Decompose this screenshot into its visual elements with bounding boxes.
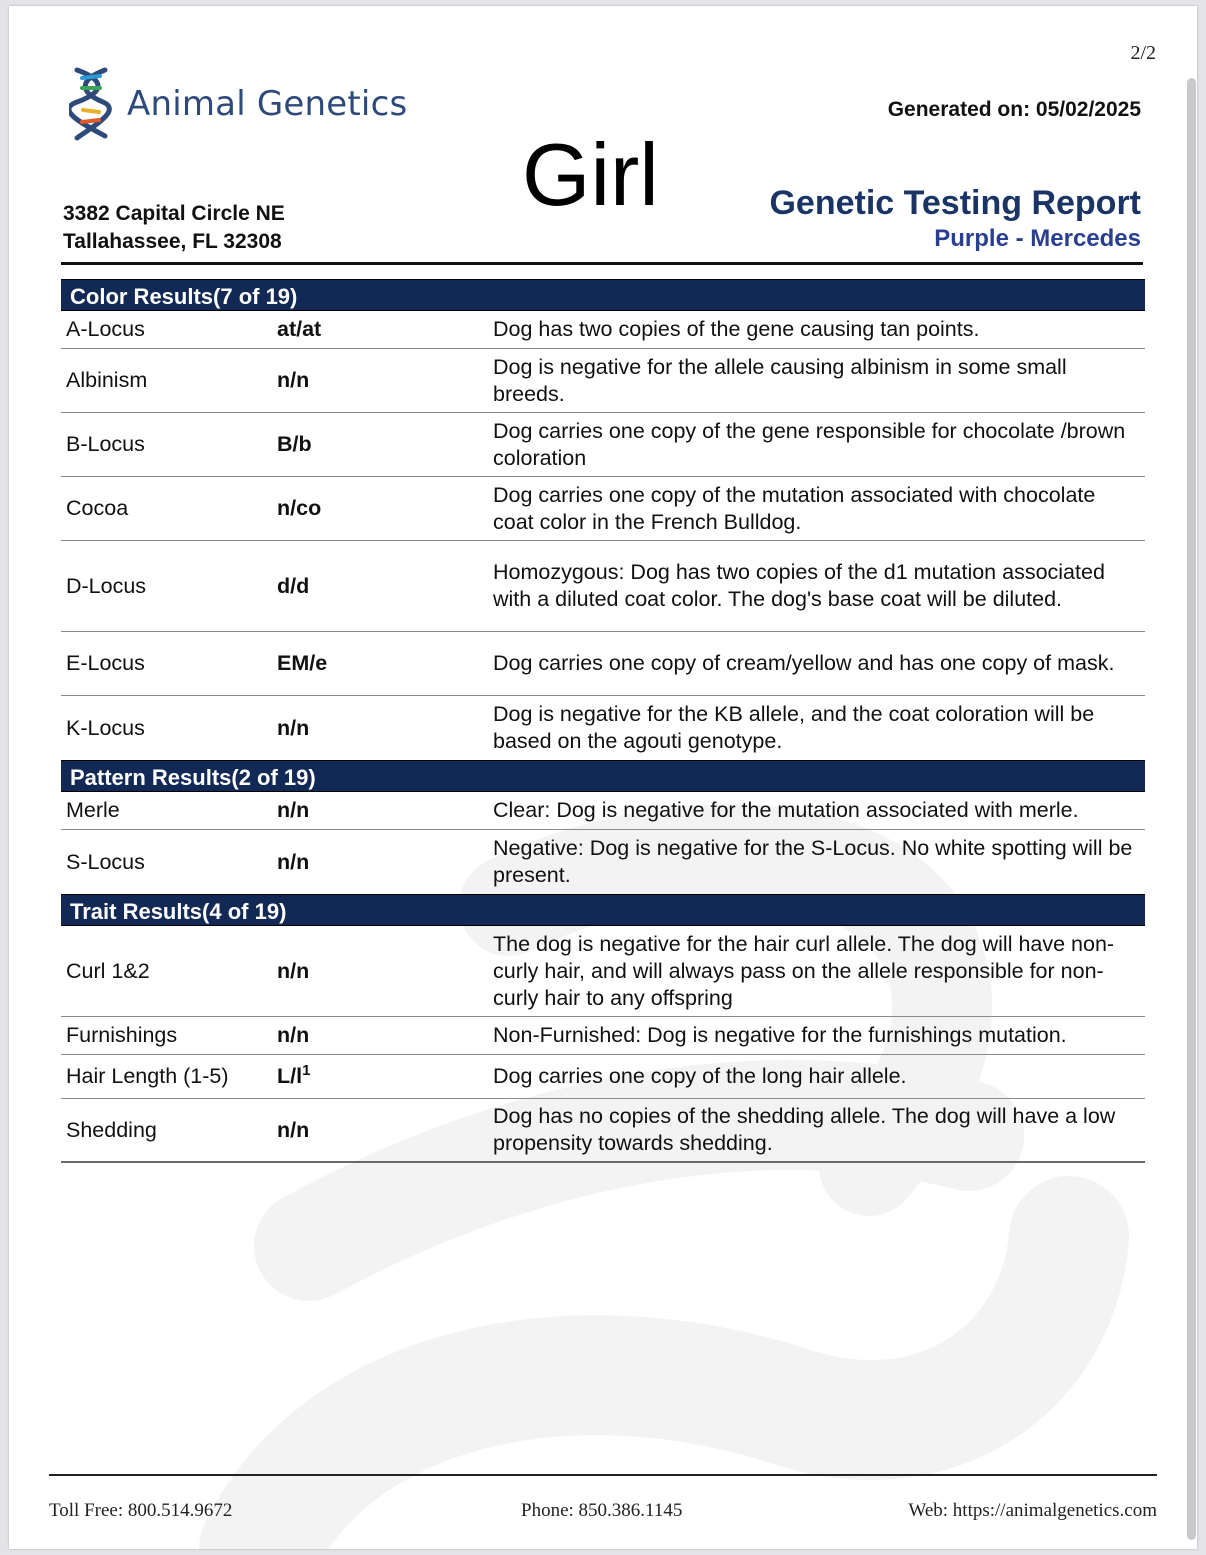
trait-name: Furnishings — [66, 1023, 178, 1047]
genotype: n/n — [277, 798, 310, 822]
result-row — [61, 696, 1145, 760]
report-subtitle: Purple - Mercedes — [934, 225, 1141, 252]
trait-description: Dog carries one copy of the gene responsible for chocolate /brown coloration — [493, 418, 1126, 470]
trait-description: Non-Furnished: Dog is negative for the furnishings mutation. — [493, 1023, 1067, 1047]
result-row — [61, 1055, 1145, 1099]
trait-name: E-Locus — [66, 651, 145, 675]
trait-description: Dog carries one copy of the long hair allele. — [493, 1064, 907, 1088]
genotype: n/n — [277, 1023, 310, 1047]
page-number: 2/2 — [1130, 42, 1156, 64]
footer-divider — [49, 1474, 1157, 1476]
trait-name: S-Locus — [66, 849, 145, 874]
footer-phone: Phone: 850.386.1145 — [521, 1500, 683, 1521]
section-header-color: Color Results(7 of 19) — [61, 279, 1145, 311]
report-title: Genetic Testing Report — [769, 184, 1141, 222]
section-header-pattern: Pattern Results(2 of 19) — [61, 760, 1145, 792]
trait-name: K-Locus — [66, 715, 145, 740]
result-row — [61, 311, 1145, 349]
genotype: n/co — [277, 496, 322, 520]
trait-description: Dog carries one copy of cream/yellow and has one copy of mask. — [493, 651, 1115, 675]
trait-name: Hair Length (1-5) — [66, 1064, 229, 1088]
genotype: n/n — [277, 1117, 310, 1142]
result-row — [61, 1017, 1145, 1055]
report-heading — [769, 182, 1141, 254]
trait-name: B-Locus — [66, 432, 145, 456]
trait-description: Dog is negative for the allele causing albinism in some small breeds. — [493, 354, 1067, 406]
genotype: B/b — [277, 432, 312, 456]
genotype-value: L/l — [277, 1064, 303, 1088]
generated-date: Generated on: 05/02/2025 — [887, 98, 1141, 121]
result-row — [61, 477, 1145, 541]
trait-name: A-Locus — [66, 317, 145, 341]
genotype: EM/e — [277, 651, 328, 675]
genotype-superscript: 1 — [302, 1061, 311, 1079]
result-row — [61, 349, 1145, 413]
report-page — [9, 6, 1197, 1549]
trait-description: Homozygous: Dog has two copies of the d1 mutation associated with a diluted coat color. The dog's base coat will be diluted. — [493, 560, 1105, 611]
trait-description: Negative: Dog is negative for the S-Locus. No white spotting will be present. — [493, 836, 1133, 887]
genotype — [277, 1063, 493, 1090]
lab-address — [63, 200, 285, 256]
result-row — [61, 413, 1145, 477]
trait-description: The dog is negative for the hair curl allele. The dog will have non-curly hair, and will always pass on the allele responsible for non-curly hair to any offspring — [493, 931, 1115, 1010]
trait-name: Albinism — [66, 368, 148, 392]
trait-name: Merle — [66, 798, 120, 822]
result-row — [61, 541, 1145, 632]
brand-logo — [69, 64, 407, 144]
result-row — [61, 792, 1145, 830]
genotype: n/n — [277, 958, 310, 983]
handwritten-title: Girl — [522, 125, 659, 224]
header-divider — [61, 262, 1143, 265]
trait-description: Dog has no copies of the shedding allele. The dog will have a low propensity towards shedding. — [493, 1104, 1116, 1155]
trait-name: Shedding — [66, 1117, 157, 1142]
dna-helix-icon — [69, 64, 113, 144]
trait-description: Dog is negative for the KB allele, and the coat coloration will be based on the agouti genotype. — [493, 702, 1095, 753]
trait-name: Curl 1&2 — [66, 958, 150, 983]
vertical-scrollbar[interactable] — [1187, 78, 1196, 1540]
trait-description: Dog has two copies of the gene causing tan points. — [493, 317, 980, 341]
footer-web: Web: https://animalgenetics.com — [908, 1500, 1157, 1521]
trait-name: D-Locus — [66, 573, 147, 598]
result-row — [61, 830, 1145, 894]
address-line-2: Tallahassee, FL 32308 — [63, 230, 282, 253]
trait-description: Clear: Dog is negative for the mutation associated with merle. — [493, 798, 1079, 822]
trait-description: Dog carries one copy of the mutation associated with chocolate coat color in the French Bulldog. — [493, 482, 1096, 534]
results-table — [61, 279, 1145, 1163]
result-row — [61, 926, 1145, 1017]
genotype: d/d — [277, 573, 310, 598]
genotype: n/n — [277, 715, 310, 740]
genotype: n/n — [277, 368, 310, 392]
genotype: at/at — [277, 317, 322, 341]
address-line-1: 3382 Capital Circle NE — [63, 202, 285, 225]
section-header-trait: Trait Results(4 of 19) — [61, 894, 1145, 926]
genotype: n/n — [277, 849, 310, 874]
result-row — [61, 632, 1145, 696]
result-row — [61, 1099, 1145, 1163]
footer-toll-free: Toll Free: 800.514.9672 — [49, 1500, 233, 1521]
brand-name: Animal Genetics — [127, 84, 408, 124]
trait-name: Cocoa — [66, 496, 129, 520]
